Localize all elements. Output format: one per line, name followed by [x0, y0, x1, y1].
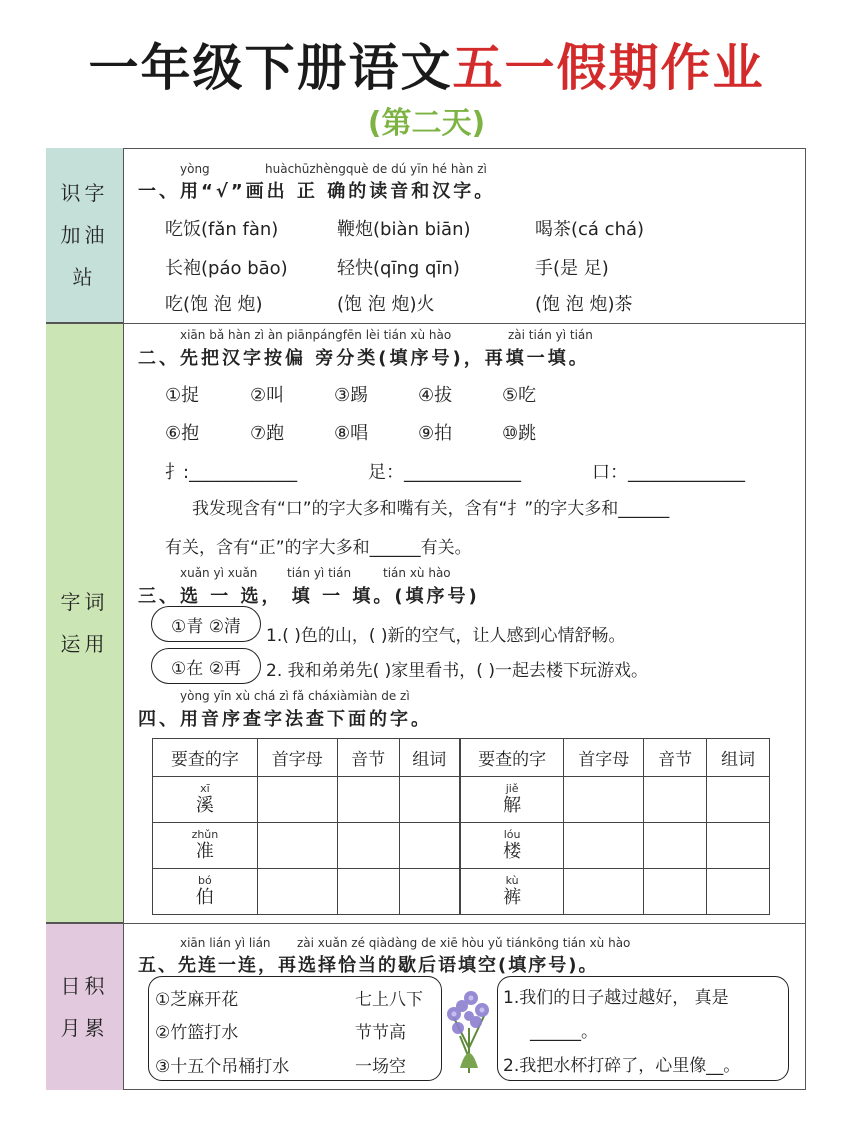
- q2-char-item: ⑦跑: [250, 423, 285, 444]
- q1-item[interactable]: 喝茶(cá chá): [535, 219, 645, 240]
- q4-title: 四、用音序查字法查下面的字。: [138, 709, 432, 730]
- char-pinyin: kù: [505, 874, 519, 887]
- lookup-char-cell: [460, 777, 564, 823]
- q2-char-item: ②叫: [250, 385, 285, 406]
- q1-item[interactable]: 手(是 足): [535, 258, 609, 279]
- q3-pinyin: tián xù hào: [383, 566, 451, 580]
- char-pinyin: xī: [200, 782, 210, 795]
- lookup-char-cell: [153, 869, 258, 915]
- table-row: [153, 777, 770, 823]
- q1-item[interactable]: 鞭炮(biàn biān): [337, 219, 471, 240]
- q1-item[interactable]: 吃饭(fǎn fàn): [165, 219, 279, 240]
- side-label-accumulation: [46, 923, 124, 1090]
- q2-char-item: ④拔: [418, 385, 453, 406]
- answer-cell[interactable]: [399, 869, 460, 915]
- q2-pinyin: xiān bǎ hàn zì àn piānpángfēn lèi tián xù hào: [180, 328, 452, 342]
- table-header: 组词: [707, 739, 770, 777]
- q2-category-hand[interactable]: 扌:____________: [165, 462, 298, 483]
- table-header: 首字母: [257, 739, 337, 777]
- q5-left-item[interactable]: ①芝麻开花: [155, 990, 239, 1010]
- q5-fill-sentence[interactable]: 2.我把水杯打碎了，心里像__。: [503, 1056, 741, 1076]
- answer-cell[interactable]: [399, 777, 460, 823]
- answer-cell[interactable]: [644, 777, 707, 823]
- side-label-word-use: [46, 323, 124, 923]
- answer-cell[interactable]: [644, 869, 707, 915]
- page-subtitle: (第二天): [367, 106, 486, 141]
- q2-char-item: ⑧唱: [334, 423, 369, 444]
- answer-cell[interactable]: [644, 823, 707, 869]
- q2-char-item: ⑥抱: [165, 423, 200, 444]
- table-header: 音节: [337, 739, 399, 777]
- lookup-char-cell: [153, 823, 258, 869]
- q2-sentence[interactable]: 有关，含有“正”的字大多和______有关。: [165, 538, 472, 558]
- q1-item[interactable]: (饱 泡 炮)茶: [535, 294, 633, 315]
- table-header: 要查的字: [460, 739, 564, 777]
- lookup-table: [152, 738, 770, 915]
- title-black: 一年级下册语文: [88, 39, 453, 97]
- q1-item[interactable]: 轻快(qīng qīn): [337, 258, 460, 279]
- answer-cell[interactable]: [257, 823, 337, 869]
- page-title: [0, 28, 853, 100]
- side-label-line: 月累: [60, 1015, 109, 1040]
- q4-pinyin: yòng yīn xù chá zì fǎ cháxiàmiàn de zì: [180, 689, 410, 703]
- answer-cell[interactable]: [564, 777, 644, 823]
- q3-pinyin: xuǎn yì xuǎn: [180, 566, 258, 580]
- q3-title: 三、选 一 选， 填 一 填。(填序号): [138, 586, 480, 607]
- q2-char-item: ⑤吃: [502, 385, 537, 406]
- q2-char-item: ①捉: [165, 385, 200, 406]
- section-divider: [46, 323, 806, 324]
- char: 伯: [195, 887, 214, 908]
- q1-item[interactable]: 吃(饱 泡 炮): [165, 294, 263, 315]
- answer-cell[interactable]: [707, 823, 770, 869]
- q1-pinyin: yòng: [180, 162, 210, 176]
- q2-char-item: ⑩跳: [502, 423, 537, 444]
- answer-cell[interactable]: [564, 869, 644, 915]
- table-header-row: [153, 739, 770, 777]
- answer-cell[interactable]: [707, 777, 770, 823]
- char-pinyin: jiě: [505, 782, 519, 795]
- char-pinyin: bó: [198, 874, 212, 887]
- section-divider: [46, 923, 806, 924]
- q2-char-item: ⑨拍: [418, 423, 453, 444]
- table-header: 组词: [399, 739, 460, 777]
- q2-category-foot[interactable]: 足：_____________: [368, 462, 521, 483]
- answer-cell[interactable]: [399, 823, 460, 869]
- q5-fill-blank[interactable]: ______。: [530, 1022, 598, 1042]
- q5-left-item[interactable]: ③十五个吊桶打水: [155, 1057, 290, 1077]
- side-label-line: 站: [72, 265, 97, 289]
- q5-pinyin: xiān lián yì lián: [180, 936, 271, 950]
- q3-options-pill: ①青 ②清: [151, 606, 261, 642]
- table-header: 音节: [644, 739, 707, 777]
- answer-cell[interactable]: [337, 777, 399, 823]
- side-label-line: 运用: [60, 631, 109, 656]
- char-pinyin: lóu: [503, 828, 521, 841]
- flower-decoration-icon: [440, 978, 498, 1078]
- answer-cell[interactable]: [564, 823, 644, 869]
- q5-pinyin: zài xuǎn zé qiàdàng de xiē hòu yǔ tiánkōng tián xù hào: [297, 936, 631, 950]
- table-header: 首字母: [564, 739, 644, 777]
- answer-cell[interactable]: [707, 869, 770, 915]
- char: 解: [503, 795, 522, 816]
- q3-sentence[interactable]: 1.( )色的山，( )新的空气，让人感到心情舒畅。: [266, 626, 626, 646]
- q2-title: 二、先把汉字按偏 旁分类(填序号)，再填一填。: [138, 348, 590, 369]
- answer-cell[interactable]: [337, 823, 399, 869]
- char-pinyin: zhǔn: [191, 828, 219, 841]
- q3-sentence[interactable]: 2. 我和弟弟先( )家里看书，( )一起去楼下玩游戏。: [266, 661, 648, 681]
- q3-pinyin: tián yì tián: [287, 566, 352, 580]
- answer-cell[interactable]: [257, 777, 337, 823]
- table-header: 要查的字: [153, 739, 258, 777]
- q2-pinyin: zài tián yì tián: [508, 328, 593, 342]
- q5-middle-item[interactable]: 节节高: [355, 1023, 406, 1043]
- char: 溪: [195, 795, 214, 816]
- q5-fill-sentence[interactable]: 1.我们的日子越过越好， 真是: [503, 988, 729, 1008]
- q5-middle-item[interactable]: 一场空: [355, 1057, 406, 1077]
- title-red: 五一假期作业: [452, 39, 765, 97]
- side-label-line: 加油: [60, 223, 109, 247]
- q1-pinyin: huàchūzhèngquè de dú yīn hé hàn zì: [265, 162, 487, 176]
- answer-cell[interactable]: [257, 869, 337, 915]
- lookup-char-cell: [460, 823, 564, 869]
- q2-sentence[interactable]: 我发现含有“口”的字大多和嘴有关，含有“扌”的字大多和______: [192, 499, 670, 519]
- lookup-char-cell: [153, 777, 258, 823]
- char: 准: [195, 841, 214, 862]
- q2-category-mouth[interactable]: 口：_____________: [592, 462, 745, 483]
- lookup-char-cell: [460, 869, 564, 915]
- q3-options-pill: ①在 ②再: [151, 648, 261, 684]
- q5-left-item[interactable]: ②竹篮打水: [155, 1023, 239, 1043]
- q5-middle-item[interactable]: 七上八下: [355, 990, 423, 1010]
- q1-title: 一、用“√”画出 正 确的读音和汉字。: [138, 181, 496, 202]
- side-label-line: 日积: [60, 973, 109, 998]
- q5-title: 五、先连一连，再选择恰当的歇后语填空(填序号)。: [138, 955, 599, 976]
- q2-char-item: ③踢: [334, 385, 369, 406]
- table-row: [153, 869, 770, 915]
- char: 裤: [503, 887, 522, 908]
- table-row: [153, 823, 770, 869]
- answer-cell[interactable]: [337, 869, 399, 915]
- side-label-literacy: [46, 148, 124, 323]
- char: 楼: [503, 841, 522, 862]
- side-label-line: 字词: [60, 589, 109, 614]
- q1-item[interactable]: (饱 泡 炮)火: [337, 294, 435, 315]
- side-label-line: 识字: [60, 181, 109, 205]
- q1-item[interactable]: 长袍(páo bāo): [165, 258, 288, 279]
